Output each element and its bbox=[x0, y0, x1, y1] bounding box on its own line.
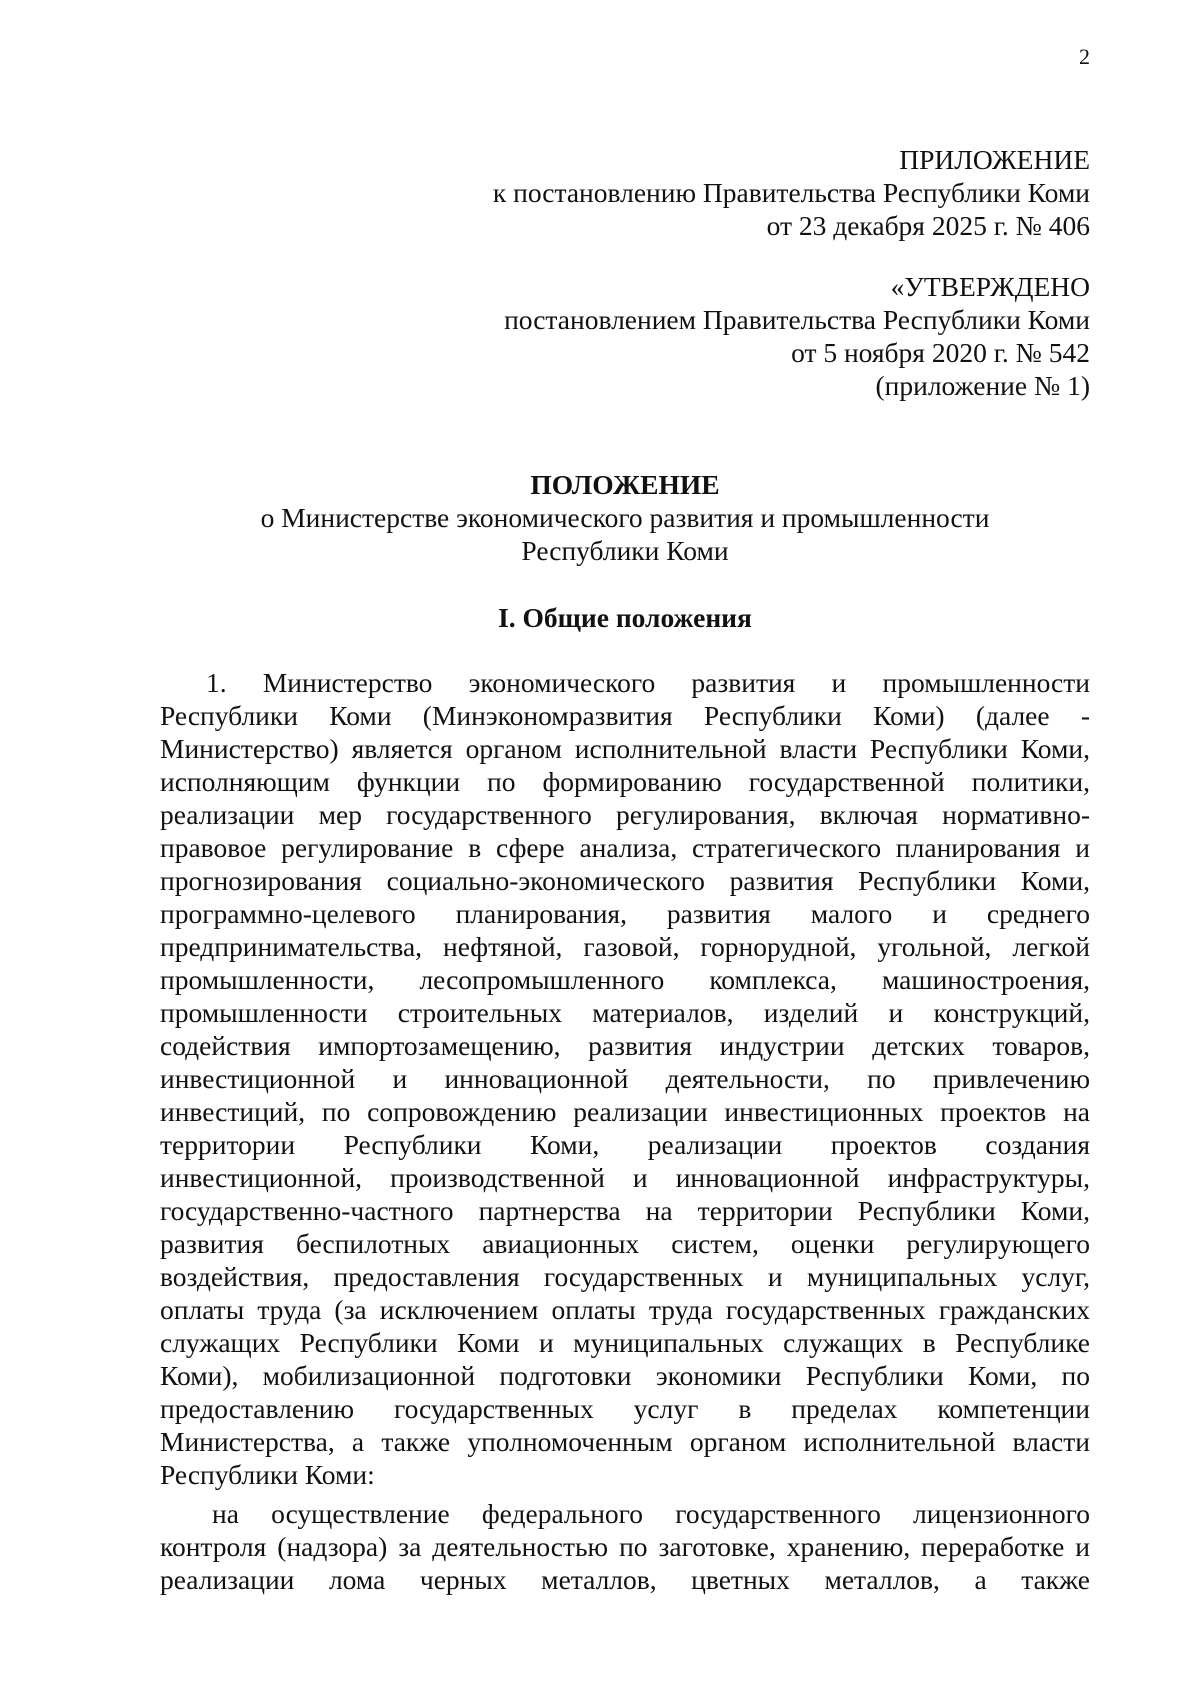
paragraph-line: инвестиций, по сопровождению реализации инвестиционных проектов на bbox=[160, 1096, 1090, 1127]
paragraph-line: программно-целевого планирования, развития малого и среднего bbox=[160, 898, 1090, 929]
document-title-block bbox=[160, 468, 1090, 567]
appendix-reference: к постановлению Правительства Республики Коми bbox=[492, 177, 1090, 208]
paragraph-line: государственно-частного партнерства на территории Республики Коми, bbox=[160, 1195, 1090, 1226]
appendix-header bbox=[450, 143, 1090, 242]
section-heading: I. Общие положения bbox=[498, 602, 752, 633]
paragraph-line: исполняющим функции по формированию государственной политики, bbox=[160, 766, 1090, 797]
paragraph-line: 1. Министерство экономического развития и промышленности bbox=[206, 667, 1090, 698]
paragraph-line: инвестиционной и инновационной деятельности, по привлечению bbox=[160, 1063, 1090, 1094]
paragraph-line: прогнозирования социально-экономического развития Республики Коми, bbox=[160, 865, 1090, 896]
paragraph-line: Республики Коми (Минэкономразвития Республики Коми) (далее - bbox=[160, 700, 1090, 731]
paragraph-line: реализации мер государственного регулирования, включая нормативно- bbox=[160, 799, 1090, 830]
paragraph bbox=[160, 1497, 1090, 1596]
paragraph-line: Министерство) является органом исполнительной власти Республики Коми, bbox=[160, 733, 1090, 764]
paragraph-line: воздействия, предоставления государственных и муниципальных услуг, bbox=[160, 1261, 1090, 1292]
paragraph-line: Республики Коми: bbox=[160, 1459, 375, 1490]
paragraph-line: промышленности, лесопромышленного комплекса, машиностроения, bbox=[160, 964, 1090, 995]
page-number: 2 bbox=[1079, 44, 1090, 69]
paragraph-line: промышленности строительных материалов, изделий и конструкций, bbox=[160, 997, 1090, 1028]
document-body bbox=[160, 666, 1090, 1596]
approved-reference: постановлением Правительства Республики Коми bbox=[504, 304, 1090, 335]
document-subtitle-line: Республики Коми bbox=[521, 535, 729, 566]
approved-label: «УТВЕРЖДЕНО bbox=[890, 271, 1090, 302]
paragraph-line: контроля (надзора) за деятельностью по заготовке, хранению, переработке и bbox=[160, 1531, 1090, 1562]
paragraph-line: реализации лома черных металлов, цветных металлов, а также bbox=[160, 1564, 1090, 1595]
paragraph-line: территории Республики Коми, реализации проектов создания bbox=[160, 1129, 1090, 1160]
approved-header bbox=[450, 270, 1090, 402]
paragraph-line: служащих Республики Коми и муниципальных служащих в Республике bbox=[160, 1327, 1090, 1358]
appendix-label: ПРИЛОЖЕНИЕ bbox=[899, 144, 1090, 175]
approved-appendix-number: (приложение № 1) bbox=[875, 370, 1090, 401]
appendix-date-number: от 23 декабря 2025 г. № 406 bbox=[766, 210, 1090, 241]
approved-date-number: от 5 ноября 2020 г. № 542 bbox=[791, 337, 1090, 368]
paragraph bbox=[160, 666, 1090, 1491]
paragraph-line: предоставлению государственных услуг в пределах компетенции bbox=[160, 1393, 1090, 1424]
paragraph-line: предпринимательства, нефтяной, газовой, горнорудной, угольной, легкой bbox=[160, 931, 1090, 962]
paragraph-line: Министерства, а также уполномоченным органом исполнительной власти bbox=[160, 1426, 1090, 1457]
paragraph-line: оплаты труда (за исключением оплаты труда государственных гражданских bbox=[160, 1294, 1090, 1325]
paragraph-line: инвестиционной, производственной и инновационной инфраструктуры, bbox=[160, 1162, 1090, 1193]
document-title: ПОЛОЖЕНИЕ bbox=[530, 469, 720, 500]
paragraph-line: развития беспилотных авиационных систем, оценки регулирующего bbox=[160, 1228, 1090, 1259]
document-subtitle-line: о Министерстве экономического развития и промышленности bbox=[260, 502, 990, 533]
paragraph-line: на осуществление федерального государственного лицензионного bbox=[212, 1498, 1090, 1529]
paragraph-line: правовое регулирование в сфере анализа, стратегического планирования и bbox=[160, 832, 1090, 863]
paragraph-line: Коми), мобилизационной подготовки экономики Республики Коми, по bbox=[160, 1360, 1090, 1391]
paragraph-line: содействия импортозамещению, развития индустрии детских товаров, bbox=[160, 1030, 1090, 1061]
